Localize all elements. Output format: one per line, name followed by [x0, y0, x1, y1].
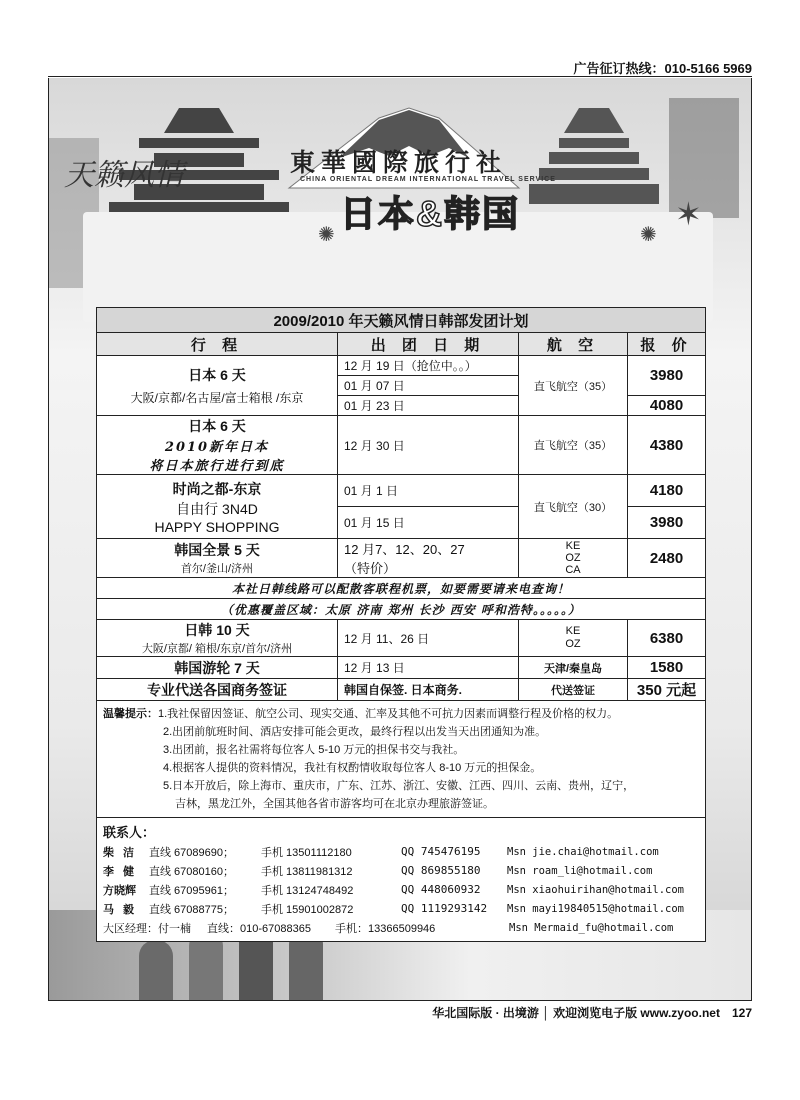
manager-msn: Msn Mermaid_fu@hotmail.com [509, 921, 674, 934]
ticket-note: 本社日韩线路可以配散客联程机票，如要需要请来电查询！ [97, 578, 706, 599]
table-row [97, 578, 706, 599]
route-name: HAPPY SHOPPING [154, 518, 280, 535]
brand-logo: 天籁风情 [64, 158, 184, 193]
tip-item: 4.根据客人提供的资料情况，我社有权酌情收取每位客人 8-10 万元的担保金。 [163, 762, 542, 774]
route-name: 日韩 10 天 [184, 622, 250, 638]
table-row [97, 657, 706, 679]
starfish-icon: ✶ [675, 196, 702, 232]
price: 4080 [628, 396, 706, 416]
manager-mobile: 手机：13366509946 [335, 922, 436, 935]
route-cities: 首尔/釜山/济州 [180, 563, 254, 575]
tour-plan-table [96, 307, 706, 942]
airline: 直飞航空（35） [519, 356, 628, 416]
price: 3980 [628, 507, 706, 539]
depart-date: 12 月 13 日 [338, 657, 519, 679]
route-name: 韩国游轮 7 天 [97, 657, 338, 679]
contact-name: 马 毅 [103, 903, 138, 916]
price: 6380 [628, 620, 706, 657]
table-title: 2009/2010 年天籁风情日韩部发团计划 [97, 308, 706, 333]
manager-row [103, 918, 699, 937]
figure-icon [139, 940, 173, 1000]
table-row [97, 356, 706, 376]
depart-date: 01 月 07 日 [338, 376, 519, 396]
top-rule [48, 76, 752, 77]
castle-right-icon [529, 108, 659, 204]
tips-block [97, 701, 706, 818]
airline: OZ [565, 638, 581, 650]
depart-date: 01 月 1 日 [338, 475, 519, 507]
manager-name: 大区经理：付一楠 [103, 922, 191, 935]
airline: KE [565, 540, 581, 552]
contact-row [103, 880, 699, 899]
depart-date: 12 月 19 日（抢位中。。） [338, 356, 519, 376]
firecracker-icon: ✺ [318, 224, 335, 246]
depart-date: 01 月 15 日 [338, 507, 519, 539]
table-row [97, 620, 706, 657]
airline: CA [565, 564, 581, 576]
table-row [97, 599, 706, 620]
route-name: 日本 6 天 [188, 367, 246, 383]
table-row [97, 679, 706, 701]
promo-slogan: 2010新年日本 [164, 440, 270, 455]
depart-date: 01 月 23 日 [338, 396, 519, 416]
tip-item: 2.出团前航班时间、酒店安排可能会更改，最终行程以出发当天出团通知为准。 [163, 726, 547, 738]
price: 350 元起 [628, 679, 706, 701]
contact-qq: QQ 745476195 [401, 845, 481, 858]
contact-line: 直线 67089690； [149, 846, 234, 859]
destination-title: 日本&韩国 [340, 193, 520, 234]
contact-name: 方晓辉 [103, 884, 136, 897]
route-name: 专业代送各国商务签证 [97, 679, 338, 701]
contact-row [103, 899, 699, 918]
table-row [97, 475, 706, 507]
col-header-price: 报 价 [628, 333, 706, 356]
route-cities: 大阪/京都/ 箱根/东京/首尔/济州 [141, 643, 293, 655]
airline: 代送签证 [519, 679, 628, 701]
table-row [97, 539, 706, 578]
tip-item: 5.日本开放后，除上海市、重庆市，广东、江苏、浙江、安徽、江西、四川、云南、贵州，辽宁， [163, 780, 635, 792]
contact-msn: Msn mayi19840515@hotmail.com [507, 902, 685, 915]
contact-line: 直线 67095961； [149, 884, 234, 897]
route-cities: 大阪/京都/名古屋/富士箱根 /东京 [130, 391, 304, 405]
promo-slogan: 将日本旅行进行到底 [149, 459, 285, 474]
col-header-airline: 航 空 [519, 333, 628, 356]
contact-line: 直线 67080160； [149, 865, 234, 878]
contact-msn: Msn roam_li@hotmail.com [507, 864, 653, 877]
contact-msn: Msn jie.chai@hotmail.com [507, 845, 659, 858]
contact-mobile: 手机 13124748492 [261, 884, 354, 897]
col-header-route: 行 程 [97, 333, 338, 356]
route-name: 韩国全景 5 天 [174, 542, 260, 558]
tips-label: 温馨提示： [103, 708, 158, 720]
agency-name: 東華國際旅行社 [290, 149, 508, 177]
contact-mobile: 手机 13811981312 [261, 865, 353, 878]
price: 4180 [628, 475, 706, 507]
airline: 直飞航空（35） [519, 416, 628, 475]
agency-name-en: CHINA ORIENTAL DREAM INTERNATIONAL TRAVEL SERVICE [300, 176, 556, 183]
depart-date: 12 月7、12、20、27 [344, 542, 465, 557]
airline: OZ [565, 552, 581, 564]
contact-name: 李 健 [103, 865, 138, 878]
table-row [97, 416, 706, 475]
route-name: 自由行 3N4D [176, 500, 258, 517]
depart-date-note: （特价） [344, 561, 397, 576]
col-header-date: 出 团 日 期 [338, 333, 519, 356]
price: 3980 [628, 356, 706, 396]
route-name: 日本 6 天 [188, 418, 246, 434]
price: 4380 [628, 416, 706, 475]
contact-name: 柴 洁 [103, 846, 138, 859]
airline: 直飞航空（30） [519, 475, 628, 539]
contact-row [103, 861, 699, 880]
contact-line: 直线 67088775； [149, 903, 234, 916]
firecracker-icon: ✺ [640, 224, 657, 246]
tip-item: 1.我社保留因签证、航空公司、现实交通、汇率及其他不可抗力因素而调整行程及价格的权力。 [158, 708, 619, 720]
depart-date: 12 月 30 日 [338, 416, 519, 475]
tip-item: 3.出团前，报名社需将每位客人 5-10 万元的担保书交与我社。 [163, 744, 465, 756]
price: 2480 [628, 539, 706, 578]
coverage-note: （优惠覆盖区域：太原 济南 郑州 长沙 西安 呼和浩特。。。。。） [97, 599, 706, 620]
page-footer: 华北国际版 · 出境游 │ 欢迎浏览电子版 www.zyoo.net 127 [432, 1006, 752, 1020]
tip-item: 吉林，黑龙江外，全国其他各省市游客均可在北京办理旅游签证。 [175, 798, 494, 810]
airline: KE [565, 625, 581, 637]
contact-qq: QQ 448060932 [401, 883, 481, 896]
route-name: 时尚之都-东京 [172, 480, 262, 497]
contact-mobile: 手机 15901002872 [261, 903, 354, 916]
contact-row [103, 842, 699, 861]
contacts-block [97, 818, 706, 942]
price: 1580 [628, 657, 706, 679]
airline: 天津/秦皇岛 [519, 657, 628, 679]
depart-date: 韩国自保签. 日本商务. [338, 679, 519, 701]
table-row [97, 701, 706, 818]
contact-mobile: 手机 13501112180 [261, 846, 352, 859]
depart-date: 12 月 11、26 日 [338, 620, 519, 657]
contacts-label: 联系人： [103, 825, 156, 840]
ad-hotline: 广告征订热线：010-5166 5969 [573, 61, 752, 76]
contact-qq: QQ 869855180 [401, 864, 481, 877]
manager-line: 直线：010-67088365 [207, 922, 311, 935]
contact-qq: QQ 1119293142 [401, 902, 488, 915]
table-row [97, 818, 706, 942]
contact-msn: Msn xiaohuirihan@hotmail.com [507, 883, 685, 896]
